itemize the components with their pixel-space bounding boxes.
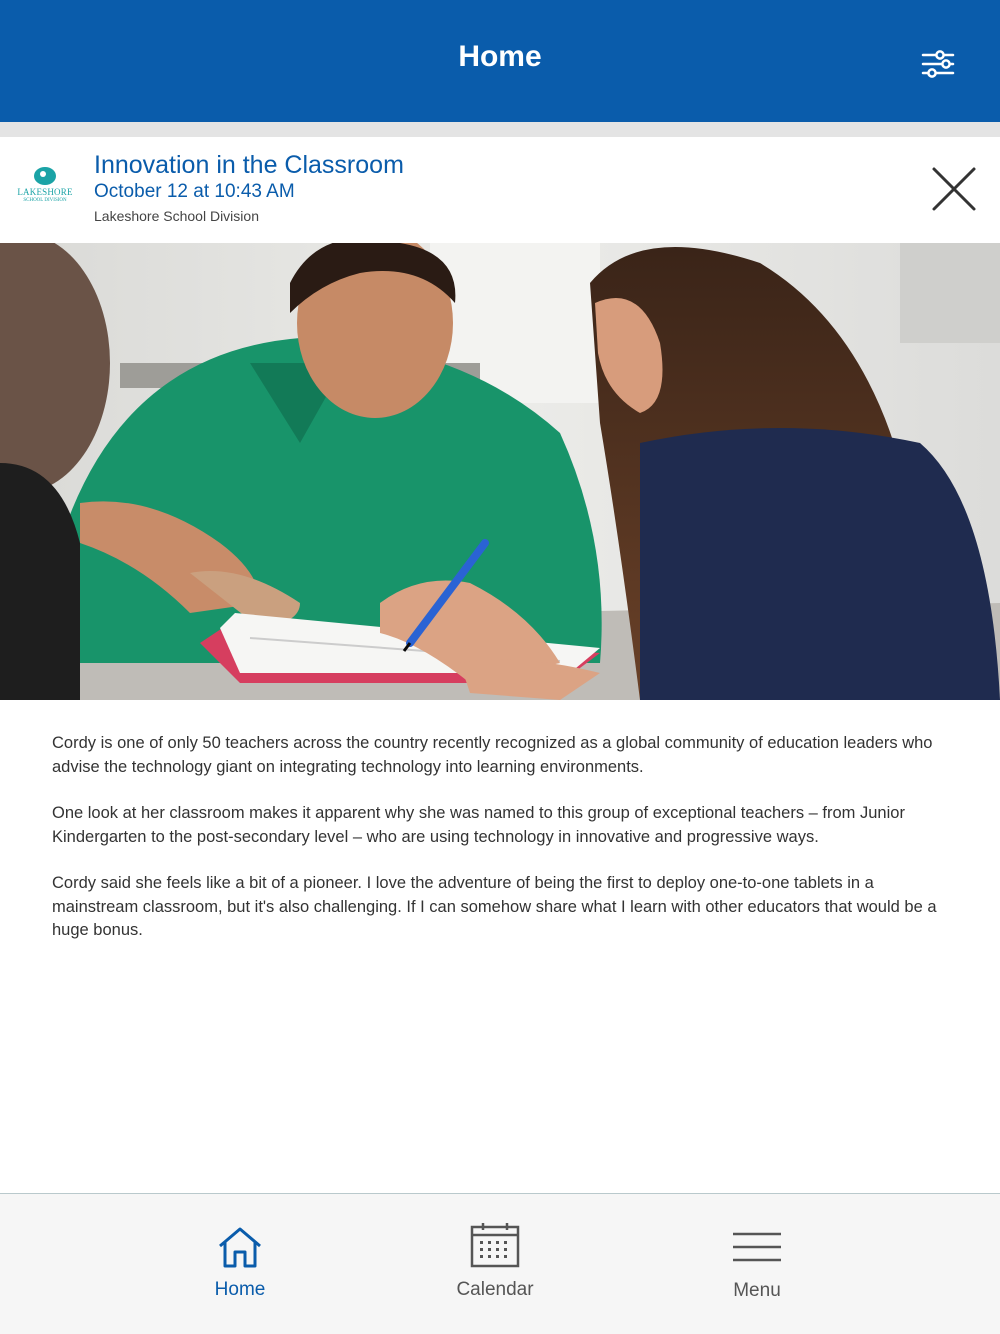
nav-item-calendar[interactable] [395,1194,595,1334]
nav-item-home[interactable] [140,1194,340,1334]
page-title: Home [458,40,542,73]
close-button[interactable] [926,161,982,217]
article-header [0,137,1000,243]
article-paragraph: Cordy said she feels like a bit of a pioneer. I love the adventure of being the first to deploy one-to-one tablets in a mainstream classroom, but it's also challenging. If I can somehow share what I learn with other educators that would be a huge bonus. [52,874,937,939]
article-source: Lakeshore School Division [94,208,259,224]
article-image [0,243,1000,700]
logo-sub: SCHOOL DIVISION [23,198,67,203]
bottom-nav [0,1193,1000,1334]
close-icon [926,161,982,217]
home-icon [217,1226,263,1268]
nav-label-calendar: Calendar [456,1279,534,1300]
calendar-icon [470,1222,520,1268]
hamburger-icon [732,1232,782,1262]
divider-strip [0,122,1000,137]
logo-mark-icon [34,167,56,185]
nav-label-menu: Menu [733,1280,781,1301]
school-logo [16,167,74,207]
article-body [52,732,962,966]
nav-item-menu[interactable] [657,1194,857,1334]
filter-button[interactable] [914,44,962,84]
logo-name: LAKESHORE [17,187,73,197]
article-date: October 12 at 10:43 AM [94,181,295,202]
article-paragraph: Cordy is one of only 50 teachers across the country recently recognized as a global community of education leaders who advise the technology giant on integrating technology into learning environments. [52,734,933,776]
article-title: Innovation in the Classroom [94,151,404,179]
top-app-bar [0,0,1000,122]
sliders-icon [921,50,955,78]
article-paragraph: One look at her classroom makes it apparent why she was named to this group of exceptional teachers – from Junior Kindergarten to the post-secondary level – who are using technology in innovative and progressive ways. [52,804,905,846]
nav-label-home: Home [214,1279,266,1300]
